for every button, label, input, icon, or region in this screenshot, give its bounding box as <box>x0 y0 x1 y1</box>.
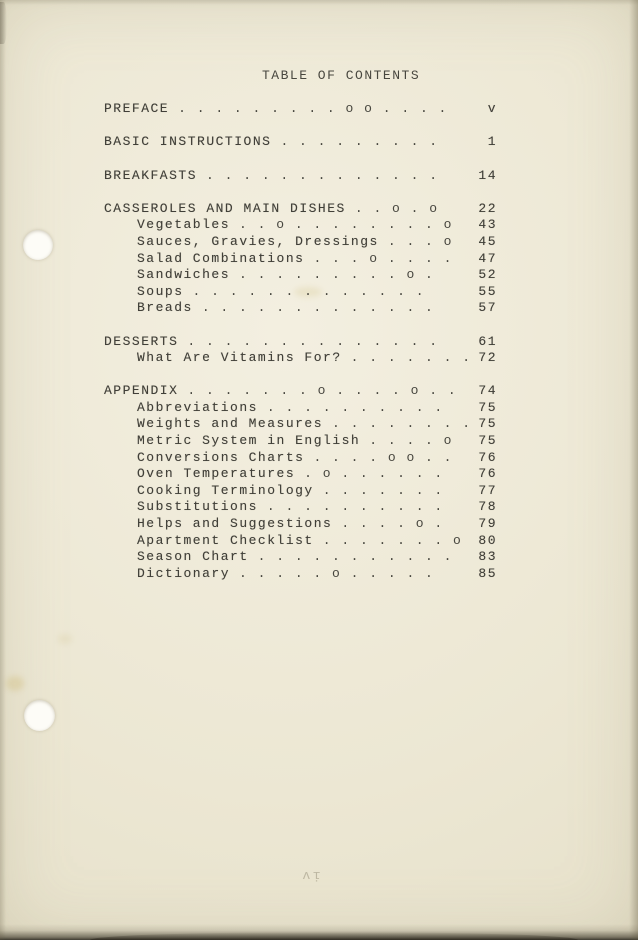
toc-entry <box>104 566 497 583</box>
toc-entry-label: Substitutions <box>137 499 258 515</box>
toc-entry-leader-dots: . . . . . . . . . . . . . <box>201 300 435 316</box>
toc-entry <box>104 350 497 367</box>
toc-entry <box>104 383 497 400</box>
toc-entry <box>104 499 497 516</box>
toc-entry-leader-dots: . . . o . . . . <box>313 250 453 266</box>
page-edge-shadow-bottom <box>0 924 638 940</box>
toc-entry-label: Oven Temperatures <box>137 466 296 482</box>
toc-entry-leader-dots: . . . . . . . o . . . . o . . <box>187 383 458 399</box>
toc-entry-leader-dots: . . . . . . . . . . <box>266 499 444 515</box>
toc-entry-label: Breads <box>137 300 193 316</box>
toc-entry <box>104 450 497 467</box>
toc-entry-leader-dots: . . . . . . . . . <box>280 134 439 150</box>
toc-entry <box>104 201 497 218</box>
paper-stain <box>6 676 24 691</box>
toc-entry-leader-dots: . . . . . . . . . . . . . . <box>187 333 439 349</box>
toc-entry-page-number: 45 <box>478 233 497 249</box>
toc-entry <box>104 168 497 185</box>
toc-entry <box>104 416 497 433</box>
toc-entry-leader-dots: . . . . o o . . <box>313 449 453 465</box>
toc-entry-leader-dots: . . . . o <box>369 433 453 449</box>
toc-entry-page-number: 77 <box>478 482 497 498</box>
toc-entry-label: Metric System in English <box>137 433 361 449</box>
toc-entry-page-number: 74 <box>478 383 497 399</box>
toc-entry <box>104 334 497 351</box>
toc-entry <box>104 466 497 483</box>
toc-entry <box>104 234 497 251</box>
toc-entry-label: BREAKFASTS <box>104 167 198 183</box>
toc-entry-label: Soups <box>137 283 184 299</box>
toc-content <box>104 68 497 582</box>
toc-entry <box>104 516 497 533</box>
page-edge-shadow-bottom-curve <box>90 932 578 940</box>
toc-entry-leader-dots: . . . . . o . . . . . <box>239 565 435 581</box>
corner-smudge <box>0 2 7 44</box>
showthrough-page-number: iv <box>300 868 321 883</box>
toc-entry-page-number: 47 <box>478 250 497 266</box>
toc-entry-page-number: 85 <box>478 565 497 581</box>
toc-entry-leader-dots: . . o . o <box>354 200 439 216</box>
toc-entry-page-number: 76 <box>478 466 497 482</box>
toc-entry-label: Abbreviations <box>137 399 258 415</box>
toc-entry-label: Helps and Suggestions <box>137 516 333 532</box>
toc-entry-label: What Are Vitamins For? <box>137 350 342 366</box>
toc-entry-label: Season Chart <box>137 549 249 565</box>
page-edge-shadow-left <box>0 0 6 940</box>
toc-entry-label: APPENDIX <box>104 383 179 399</box>
toc-entry-label: PREFACE <box>104 101 170 117</box>
page-edge-shadow-top <box>0 0 638 5</box>
toc-entry-leader-dots: . . . . . . . <box>350 350 472 366</box>
toc-entry <box>104 284 497 301</box>
toc-entry-page-number: 72 <box>478 350 497 366</box>
toc-entry <box>104 251 497 268</box>
toc-entry-leader-dots: . . . . . . . o <box>322 532 463 548</box>
paper-stain <box>58 634 72 644</box>
toc-entry-page-number: 55 <box>478 283 497 299</box>
toc-list <box>104 101 497 582</box>
toc-entry-leader-dots: . . . . o . <box>341 516 444 532</box>
toc-entry <box>104 400 497 417</box>
toc-entry-label: Vegetables <box>137 217 231 233</box>
toc-entry-label: BASIC INSTRUCTIONS <box>104 134 272 150</box>
toc-entry-page-number: 78 <box>478 499 497 515</box>
toc-entry-leader-dots: . . . . . . . <box>322 482 444 498</box>
toc-entry-page-number: 43 <box>478 217 497 233</box>
toc-entry <box>104 101 497 118</box>
toc-entry-page-number: 22 <box>478 200 497 216</box>
hole-punch-top <box>23 230 53 260</box>
toc-entry-page-number: 75 <box>478 416 497 432</box>
toc-entry-page-number: 79 <box>478 516 497 532</box>
toc-entry-page-number: 83 <box>478 549 497 565</box>
page-edge-shadow-right <box>629 0 638 940</box>
toc-entry-page-number: 75 <box>478 399 497 415</box>
toc-entry-label: Conversions Charts <box>137 449 305 465</box>
toc-entry-label: Weights and Measures <box>137 416 324 432</box>
toc-entry-leader-dots: . o . . . . . . <box>304 466 444 482</box>
toc-entry-leader-dots: . . . . . . . . . . . . . <box>206 167 439 183</box>
toc-entry-page-number: 14 <box>478 167 497 183</box>
toc-entry-page-number: v <box>487 101 497 117</box>
toc-entry-leader-dots: . . . . . . . . . . . . . <box>192 283 426 299</box>
hole-punch-bottom <box>24 700 55 731</box>
toc-entry <box>104 300 497 317</box>
toc-entry <box>104 217 497 234</box>
toc-entry-label: Cooking Terminology <box>137 482 314 498</box>
toc-entry-label: Apartment Checklist <box>137 532 314 548</box>
toc-entry-label: DESSERTS <box>104 333 179 349</box>
toc-entry-label: CASSEROLES AND MAIN DISHES <box>104 200 346 216</box>
toc-entry-page-number: 76 <box>478 449 497 465</box>
page-title: TABLE OF CONTENTS <box>262 68 421 83</box>
toc-entry-leader-dots: . . . . . . . . . o o . . . . <box>178 101 448 117</box>
toc-entry-page-number: 75 <box>478 433 497 449</box>
toc-entry-leader-dots: . . o . . . . . . . . o <box>239 217 453 233</box>
toc-entry <box>104 549 497 566</box>
toc-entry-leader-dots: . . . . . . . . . . . <box>257 549 453 565</box>
toc-entry <box>104 483 497 500</box>
toc-entry-page-number: 52 <box>478 267 497 283</box>
toc-entry-page-number: 61 <box>478 333 497 349</box>
toc-entry-leader-dots: . . . o <box>387 233 453 249</box>
toc-entry-page-number: 1 <box>487 134 497 150</box>
toc-entry-leader-dots: . . . . . . . . <box>332 416 472 432</box>
toc-entry-label: Sandwiches <box>137 267 231 283</box>
toc-entry-label: Salad Combinations <box>137 250 305 266</box>
toc-entry <box>104 267 497 284</box>
toc-entry-label: Sauces, Gravies, Dressings <box>137 233 379 249</box>
toc-entry <box>104 433 497 450</box>
toc-entry-leader-dots: . . . . . . . . . o . <box>239 267 435 283</box>
toc-entry-label: Dictionary <box>137 565 231 581</box>
toc-entry-leader-dots: . . . . . . . . . . <box>266 399 444 415</box>
toc-entry <box>104 533 497 550</box>
toc-entry <box>104 134 497 151</box>
toc-entry-page-number: 80 <box>478 532 497 548</box>
toc-entry-page-number: 57 <box>478 300 497 316</box>
